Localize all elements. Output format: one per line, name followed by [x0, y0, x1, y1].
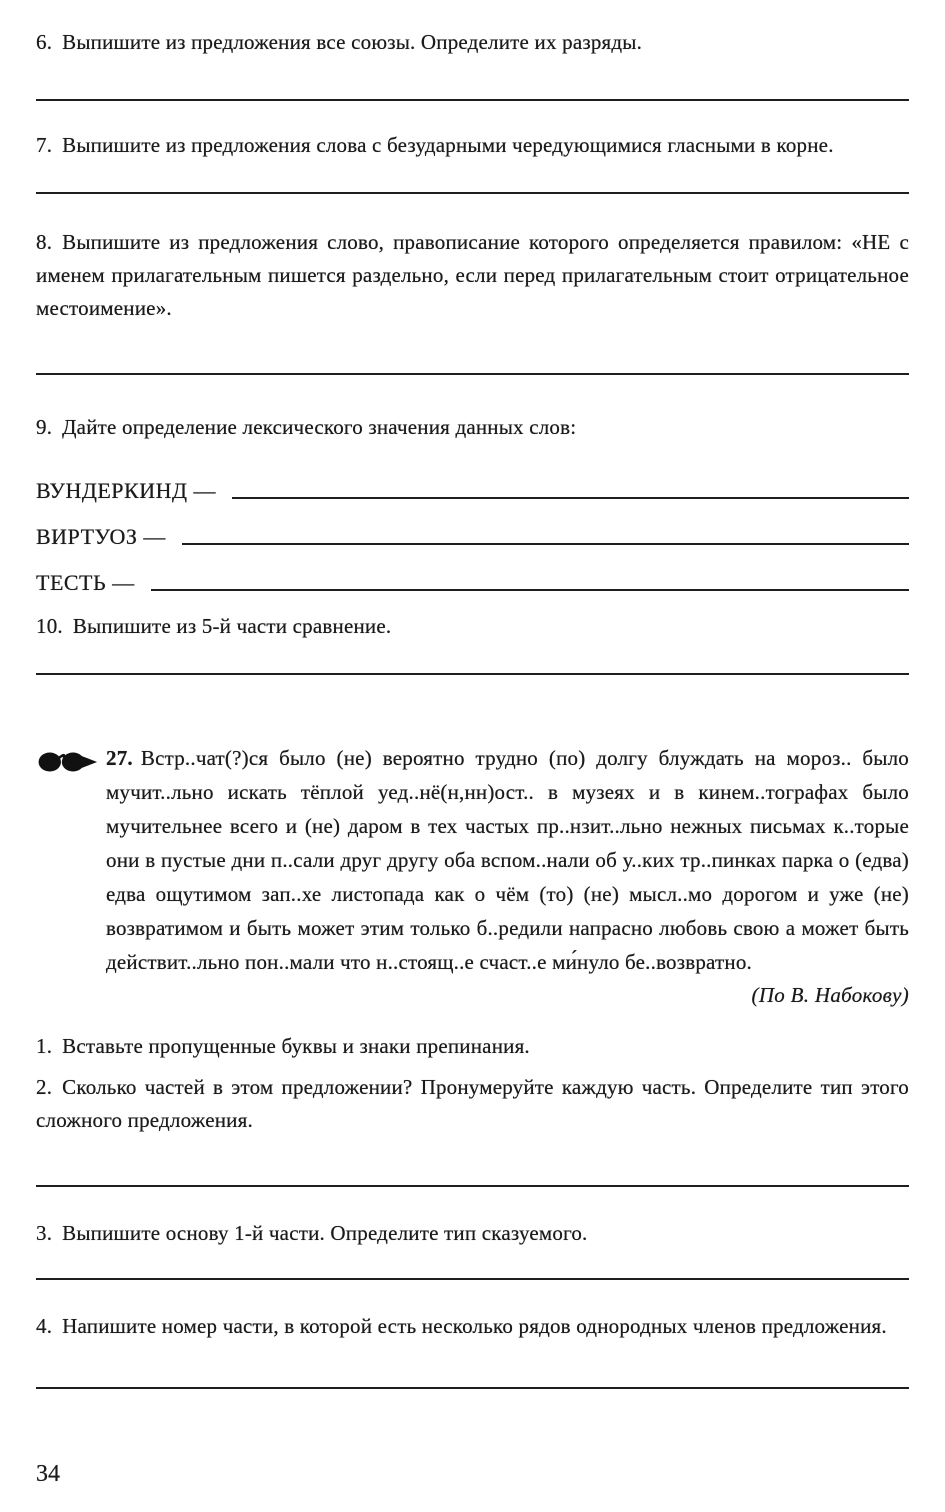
task-6-number: 6. [36, 30, 53, 54]
task-9-text: Дайте определение лексического значения данных слов: [62, 415, 577, 439]
subtask-3-number: 3. [36, 1221, 53, 1245]
task-8-text: Выпишите из предложения слово, правописание которого определяется правилом: «НЕ с именем прилагательным пишется раздельно, если перед прилагательным стоит отрицательное местоимение». [36, 230, 909, 320]
subtask-2-number: 2. [36, 1075, 53, 1099]
subtask-1-number: 1. [36, 1034, 53, 1058]
task-6 [36, 26, 909, 59]
exercise-attribution: (По В. Набокову) [751, 983, 909, 1007]
subtask-3-text: Выпишите основу 1-й части. Определите тип сказуемого. [62, 1221, 588, 1245]
definition-row-virtuoz [36, 504, 909, 550]
definitions-block [36, 458, 909, 596]
task-7 [36, 129, 909, 162]
definition-row-vunderkind [36, 458, 909, 504]
exercise-subtasks [36, 1030, 909, 1389]
exercise-27-number: 27. [106, 746, 133, 770]
definition-row-test [36, 550, 909, 596]
answer-line [232, 497, 909, 499]
exercise-27-text [106, 741, 909, 979]
task-9 [36, 411, 909, 444]
task-8-number: 8. [36, 230, 53, 254]
answer-line [151, 589, 909, 591]
subtask-1 [36, 1030, 909, 1063]
subtask-4 [36, 1310, 909, 1343]
task-7-text: Выпишите из предложения слова с безударными чередующимися гласными в корне. [62, 133, 834, 157]
answer-line [36, 1387, 909, 1389]
definition-term: ВИРТУОЗ — [36, 524, 166, 549]
subtask-2-text: Сколько частей в этом предложении? Пронумеруйте каждую часть. Определите тип этого сложного предложения. [36, 1075, 909, 1132]
subtask-4-number: 4. [36, 1314, 53, 1338]
task-6-text: Выпишите из предложения все союзы. Определите их разряды. [62, 30, 643, 54]
subtask-3 [36, 1217, 909, 1250]
page-number: 34 [36, 1461, 60, 1487]
answer-line [36, 673, 909, 675]
task-10-text: Выпишите из 5-й части сравнение. [72, 614, 392, 638]
task-10 [36, 610, 909, 643]
task-9-number: 9. [36, 415, 53, 439]
answer-line [36, 1278, 909, 1280]
task-7-number: 7. [36, 133, 53, 157]
subtask-4-text: Напишите номер части, в которой есть несколько рядов однородных членов предложения. [62, 1314, 887, 1338]
definition-term: ВУНДЕРКИНД — [36, 478, 216, 503]
exercise-27 [36, 741, 909, 1008]
exercise-27-body [106, 741, 909, 1008]
task-8 [36, 226, 909, 325]
task-10-number: 10. [36, 614, 63, 638]
subtask-2 [36, 1071, 909, 1137]
answer-line [36, 99, 909, 101]
answer-line [182, 543, 909, 545]
answer-line [36, 1185, 909, 1187]
glasses-icon [36, 741, 106, 1008]
subtask-1-text: Вставьте пропущенные буквы и знаки препинания. [62, 1034, 530, 1058]
answer-line [36, 192, 909, 194]
definition-term: ТЕСТЬ — [36, 570, 135, 595]
answer-line [36, 373, 909, 375]
exercise-27-sentence: Встр..чат(?)ся было (не) вероятно трудно (по) долгу блуждать на мороз.. было мучит..льно искать тёплой уед..нё(н,нн)ост.. в музеях и в кинем..тографах было мучительнее всего и (не) даром в тех частых пр..нзит..льно нежных письмах к..торые они в пустые дни п..сали друг другу оба вспом..нали об у..ких тр..пинках парка о (едва) едва ощутимом зап..хе листопада как о чём (то) (не) мысл..мо дорогом и уже (не) возвратимом и быть может этим только б..редили напрасно любовь свою а может быть действит..льно пон..мали что н..стоящ..е счаст..е ми́нуло бе..возвратно. [106, 746, 909, 974]
